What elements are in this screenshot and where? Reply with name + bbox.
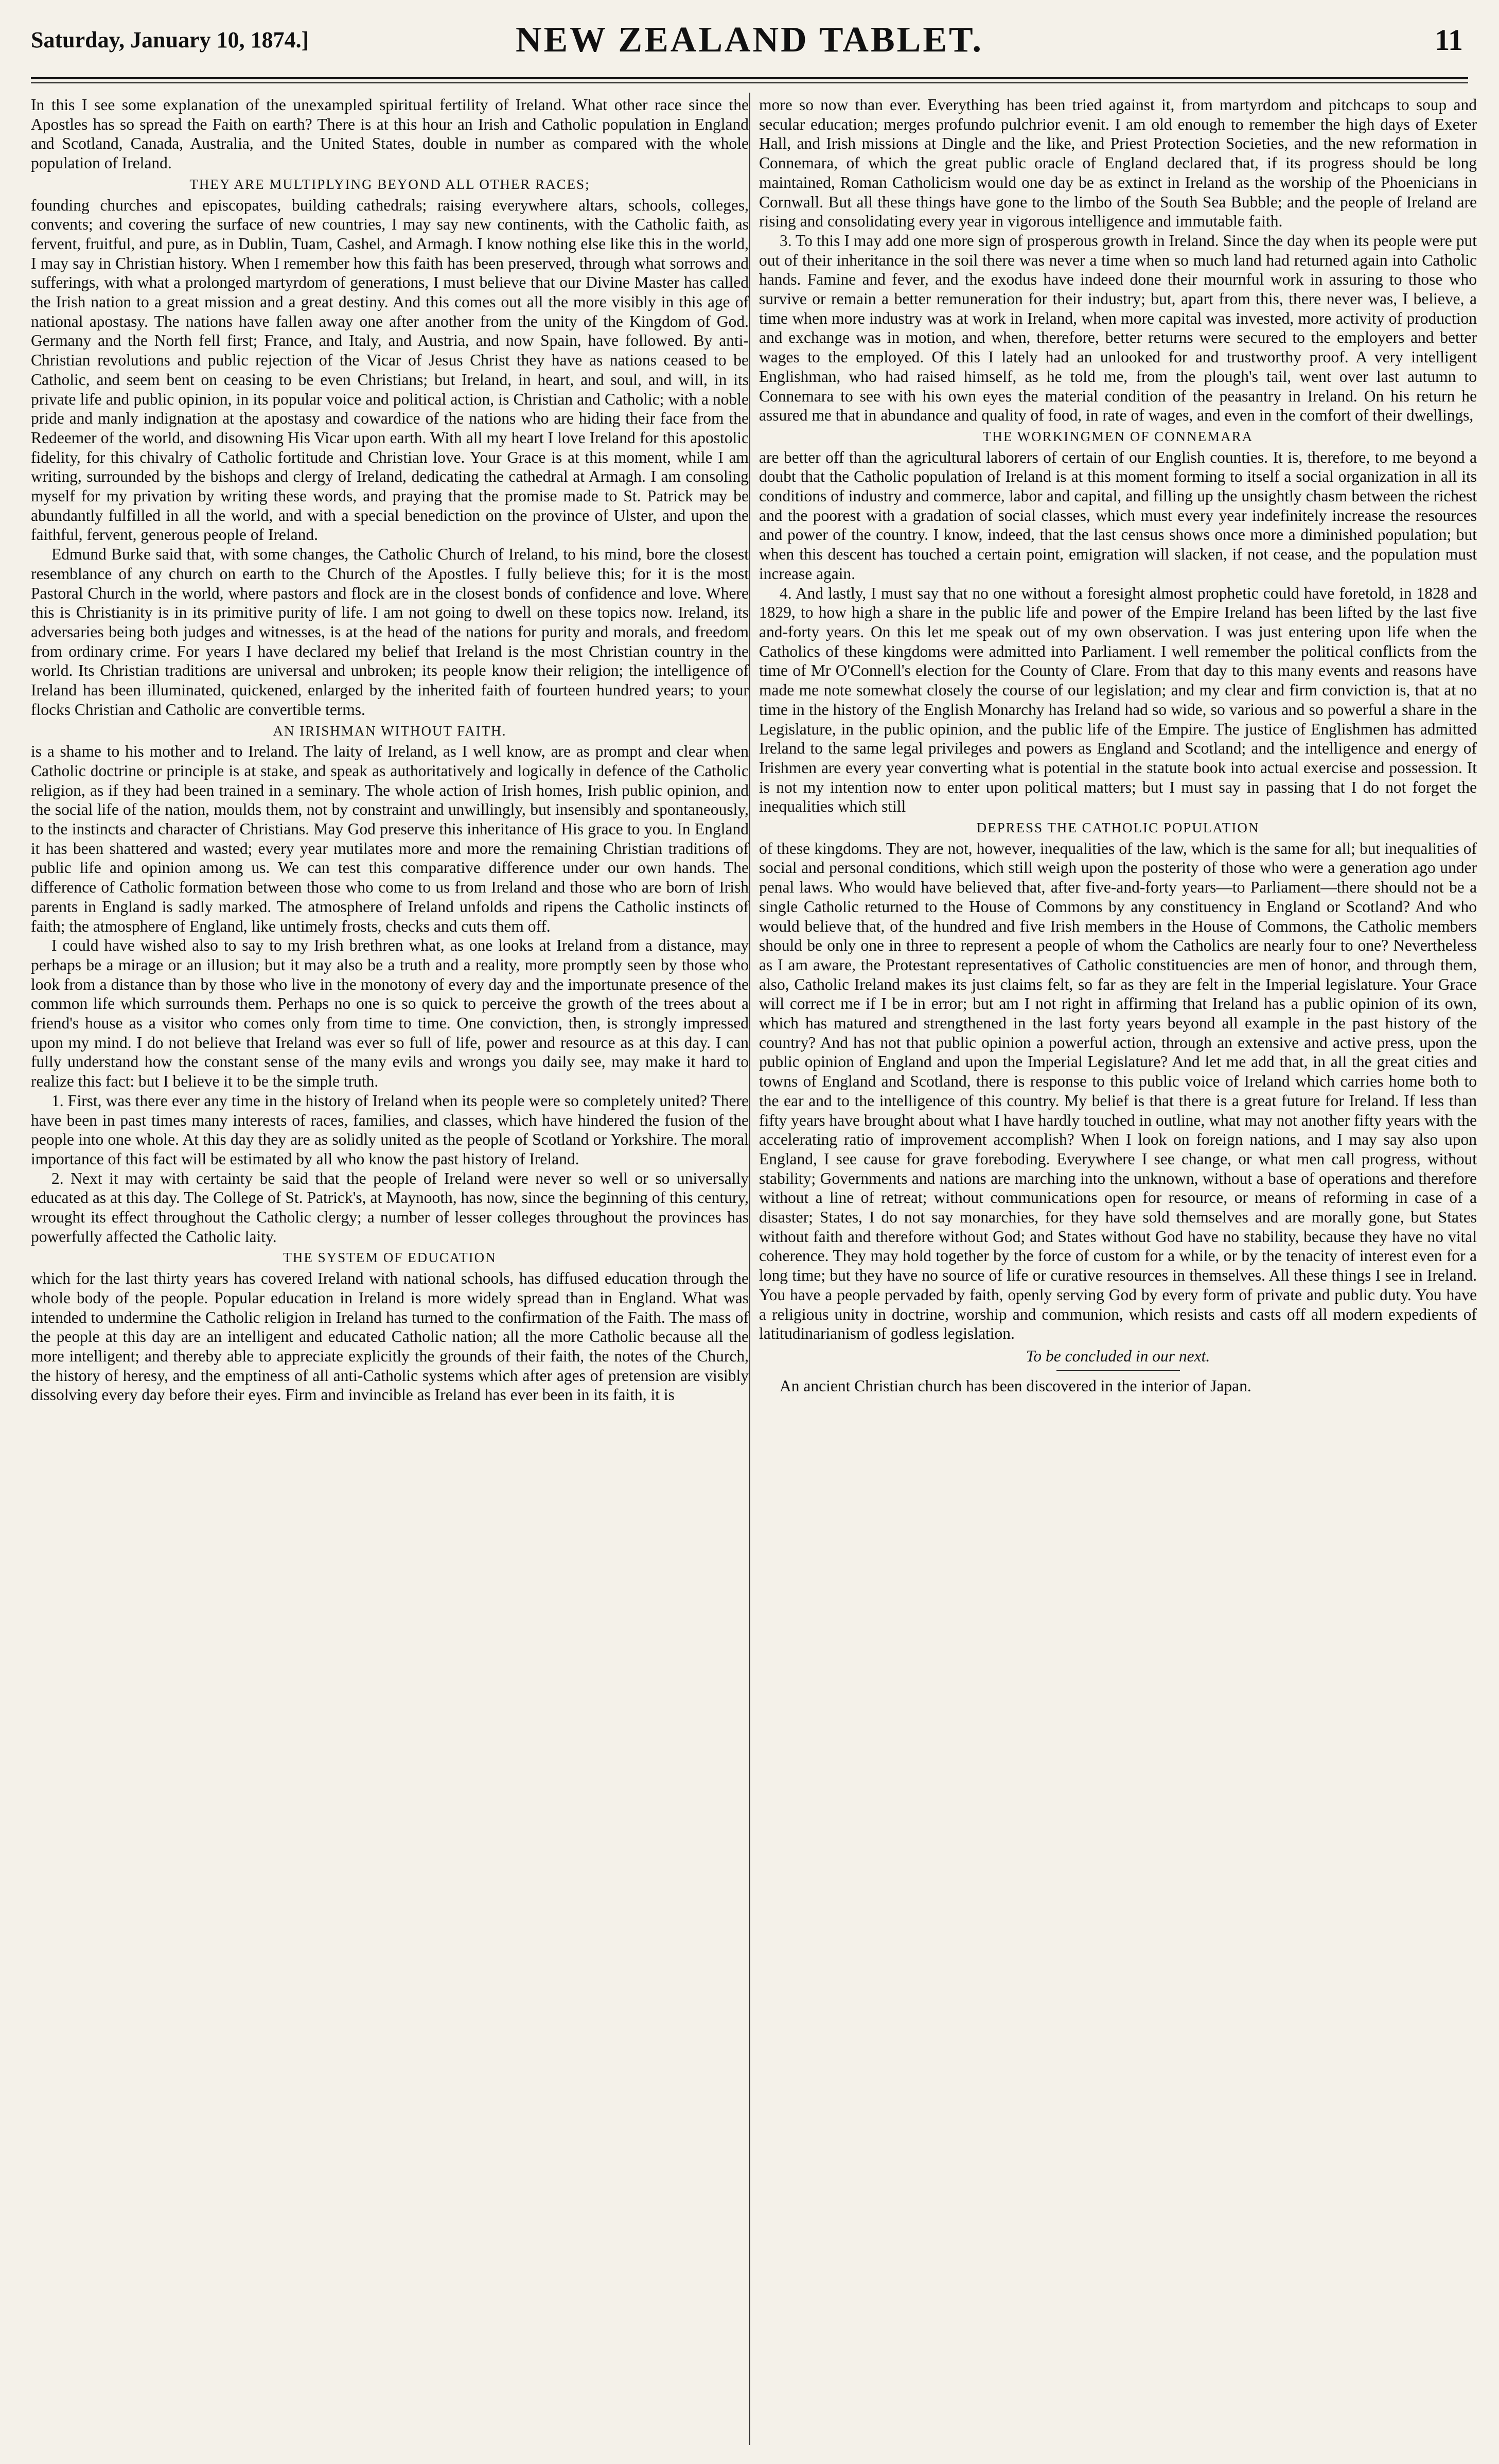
column-divider	[749, 93, 750, 2445]
section-heading: THE WORKINGMEN OF CONNEMARA	[982, 428, 1254, 444]
article-paragraph: founding churches and episcopates, building cathedrals; raising everywhere altars, schools, colleges, convents; and covering the surface of new countries, I may say new continents, with the Catholic faith, as fervent, fruitful, and pure, as in Dublin, Tuam, Cashel, and Armagh. I know nothing else like this in the world, I may say in Christian history. When I remember how this faith has been preserved, through what sorrows and sufferings, with what a prolonged martyrdom of generations, I must believe that our Divine Master has called the Irish nation to a great mission and a great destiny. And this comes out all the more visibly in this age of national apostasy. The nations have fallen away one after another from the unity of the Kingdom of God. Germany and the North fell first; France, and Italy, and Austria, and now Spain, have followed. By anti-Christian revolutions and public rejection of the Vicar of Jesus Christ they have as nations ceased to be Catholic, and seem bent on ceasing to be even Christians; but Ireland, in heart, and soul, and will, in its private life and public opinion, in its popular voice and political action, is Christian and Catholic; with a noble pride and manly indignation at the apostasy and cowardice of the nations who are hiding their face from the Redeemer of the world, and disowning His Vicar upon earth. With all my heart I love Ireland for this apostolic fidelity, for this chivalry of Catholic fortitude and Christian love. Your Grace is at this moment, while I am writing, surrounded by the bishops and clergy of Ireland, dedicating the cathedral at Armagh. I am consoling myself for my privation by writing these words, and praying that the promise made to St. Patrick may be abundantly fulfilled in all the world, and with a special benediction on the province of Ulster, and upon the faithful, fervent, generous people of Ireland.	[31, 196, 749, 544]
masthead	[31, 15, 1468, 77]
left-column	[31, 95, 749, 2442]
section-heading: THE SYSTEM OF EDUCATION	[283, 1250, 497, 1266]
article-paragraph: are better off than the agricultural laborers of certain of our English counties. It is, therefore, to me beyond a doubt that the Catholic population of Ireland is at this moment forming to itself a social organization in all its conditions of industry and commerce, labor and capital, and filling up the unsightly chasm between the richest and the poorest with a gradation of social classes, which must every year indefinitely increase the resources and power of the country. I know, indeed, that the last census shows once more a diminished population; but when this descent has touched a certain point, emigration will slacken, if not cease, and the population must increase again.	[759, 448, 1477, 583]
page-number: 11	[1435, 23, 1463, 57]
article-paragraph: 3. To this I may add one more sign of prosperous growth in Ireland. Since the day when its people were put out of their inheritance in the soil there was never a time when so much land had returned again into Catholic hands. Famine and fever, and the exodus have indeed done their mournful work in assuring to those who survive or remain a better remuneration for their industry; but, apart from this, there never was, I believe, a time when more industry was at work in Ireland, when more capital was invested, more activity of production and exchange was in motion, and when, therefore, better returns were secured to the employers and better wages to the employed. Of this I lately had an unlooked for and trustworthy proof. A very intelligent Englishman, who had raised himself, as he told me, from the plough's tail, went over last autumn to Connemara to see with his own eyes the material condition of the peasantry in Ireland. On his return he assured me that in abundance and quality of food, in rate of wages, and even in the comfort of their dwellings,	[759, 231, 1477, 425]
article-paragraph: Edmund Burke said that, with some changes, the Catholic Church of Ireland, to his mind, bore the closest resemblance of any church on earth to the Church of the Apostles. I fully believe this; for it is the most Pastoral Church in the world, where pastors and flock are in the closest bonds of confidence and love. Where this is Christianity is in its primitive purity of life. I am not going to dwell on these topics now. Ireland, its adversaries being both judges and witnesses, is at the head of the nations for purity and morals, and freedom from ordinary crime. For years I have declared my belief that Ireland is the most Christian country in the world. Its Christian traditions are universal and unbroken; its people know their religion; the intelligence of Ireland has been illuminated, quickened, enlarged by the inherited faith of fourteen hundred years; to your flocks Christian and Catholic are convertible terms.	[31, 545, 749, 719]
article-paragraph: In this I see some explanation of the unexampled spiritual fertility of Ireland. What other race since the Apostles has so spread the Faith on earth? There is at this hour an Irish and Catholic population in England and Scotland, Canada, Australia, and the United States, double in number as compared with the whole population of Ireland.	[31, 96, 749, 172]
right-column	[759, 95, 1477, 2442]
section-heading: DEPRESS THE CATHOLIC POPULATION	[976, 820, 1260, 836]
article-paragraph: of these kingdoms. They are not, however, inequalities of the law, which is the same for all; but inequalities of social and personal conditions, which still weigh upon the posterity of those who were a generation ago under penal laws. Who would have believed that, after five-and-forty years—to Parliament—there should not be a single Catholic returned to the House of Commons by any constituency in England or Scotland? And who would believe that, of the hundred and five Irish members in the House of Commons, the Catholic members should be only one in three to represent a people of whom the Catholics are nearly four to one? Nevertheless as I am aware, the Protestant representatives of Catholic constituencies are men of honor, and through them, also, Catholic Ireland makes its just claims felt, so far as they are felt in the Imperial legislature. Your Grace will correct me if I be in error; but am I not right in affirming that Ireland has a public opinion of its own, which has matured and strengthened in the last forty years beyond all example in the past history of the country? And has not that public opinion a powerful action, through an extensive and active press, upon the public opinion of England and upon the Imperial Legislature? And let me add that, in all the great cities and towns of England and Scotland, there is response to this public voice of Ireland which carries home both to the ear and to the intelligence of this country. My belief is that there is a great future for Ireland. If less than fifty years have brought about what I have hardly touched in outline, what may not another fifty years with the accelerating ratio of improvement accomplish? When I look on foreign nations, and I may say also upon England, I see cause for grave foreboding. Everywhere I see change, or what men call progress, without stability; Governments and nations are marching into the unknown, without a base of operations and therefore without a line of retreat; without communications open for resource, or means of reforming in case of a disaster; States, I do not say monarchies, for they have sold themselves and are morally gone, but States without faith and therefore without God; and States without God have no stability, because they have no vital coherence. They may hold together by the force of custom for a while, or by the tenacity of interest even for a long time; but they have no source of life or curative resources in themselves. All these things I see in Ireland. You have a people pervaded by faith, openly serving God by every form of private and public duty. You have a religious unity in doctrine, worship and communion, which resists and casts off all modern expedients of latitudinarianism of godless legislation.	[759, 839, 1477, 1343]
section-heading: THEY ARE MULTIPLYING BEYOND ALL OTHER RACES;	[189, 176, 590, 192]
article-paragraph: more so now than ever. Everything has been tried against it, from martyrdom and pitchcaps to soup and secular education; merges profundo pulchrior evenit. I am old enough to remember the high days of Exeter Hall, and Irish missions at Dingle and the like, and Priest Protection Societies, and the new reformation in Connemara, of which the great public oracle of England declared that, if its progress should be long maintained, Roman Catholicism would one day be as extinct in Ireland as the worship of the Phoenicians in Cornwall. But all these things have gone to the limbo of the South Sea Bubble; and the people of Ireland are rising and consolidating every year in vigorous intelligence and immutable faith.	[759, 96, 1477, 231]
masthead-rule	[31, 77, 1468, 79]
article-paragraph: is a shame to his mother and to Ireland. The laity of Ireland, as I well know, are as prompt and clear when Catholic doctrine or principle is at stake, and speak as authoritatively and logically in defence of the Catholic religion, as if they had been trained in a seminary. The whole action of Irish homes, Irish public opinion, and the social life of the nation, moulds them, not by constraint and unwillingly, but insensibly and spontaneously, to the instincts and character of Christians. May God preserve this inheritance of His grace to you. In England it has been shattered and wasted; every year mutilates more and more the remaining Christian traditions of public life and opinion among us. We can test this comparative difference under our own hands. The difference of Catholic formation between those who come to us from Ireland and those who are born of Irish parents in England is sadly marked. The atmosphere of Ireland unfolds and ripens the Catholic instincts of faith; the atmosphere of England, like untimely frosts, checks and cuts them off.	[31, 742, 749, 935]
article-paragraph: 1. First, was there ever any time in the history of Ireland when its people were so completely united? There have been in past times many interests of races, families, and classes, which have hindered the fusion of the people into one whole. At this day they are as solidly united as the people of Scotland or Yorkshire. The moral importance of this fact will be estimated by all who know the past history of Ireland.	[31, 1091, 749, 1168]
article-paragraph: which for the last thirty years has covered Ireland with national schools, has diffused education through the whole body of the people. Popular education in Ireland is more widely spread than in England. What was intended to undermine the Catholic religion in Ireland has turned to the confirmation of the Faith. The mass of the people at this day are an intelligent and educated Catholic nation; all the more Catholic because all the more intelligent; and thereby able to appreciate explicitly the grounds of their faith, the notes of the Church, the history of heresy, and the emptiness of all anti-Catholic systems which after ages of pretension are visibly dissolving every day before their eyes. Firm and invincible as Ireland has ever been in its faith, it is	[31, 1269, 749, 1404]
masthead-rule-thin	[31, 82, 1468, 83]
section-heading: AN IRISHMAN WITHOUT FAITH.	[273, 723, 507, 739]
issue-date: Saturday, January 10, 1874.]	[31, 27, 309, 53]
article-paragraph: 4. And lastly, I must say that no one without a foresight almost prophetic could have foretold, in 1828 and 1829, to how high a share in the public life and power of the Empire Ireland has been lifted by the last five and-forty years. On this let me speak out of my own observation. I was just entering upon life when the Catholics of these kingdoms were admitted into Parliament. I well remember the political conflicts from the time of Mr O'Connell's election for the County of Clare. From that day to this many events and reasons have made me note somewhat closely the course of our legislation; and my clear and firm conviction is, that at no time in the history of the English Monarchy has Ireland had so wide, so various and so powerful a share in the Legislature, in the public opinion, and the public life of the Empire. The justice of Englishmen has admitted Ireland to the same legal privileges and powers as England and Scotland; and the intelligence and energy of Irishmen are every year converting what is potential in the statute book into actual exercise and possession. It is not my intention now to enter upon political matters; but I must say in passing that I do not forget the inequalities which still	[759, 584, 1477, 816]
news-item: An ancient Christian church has been discovered in the interior of Japan.	[780, 1376, 1251, 1395]
article-paragraph: 2. Next it may with certainty be said that the people of Ireland were never so well or so universally educated as at this day. The College of St. Patrick's, at Maynooth, has now, since the beginning of this century, wrought its effect throughout the Catholic clergy; a number of lesser colleges throughout the provinces has powerfully affected the Catholic laity.	[31, 1169, 749, 1246]
article-paragraph: I could have wished also to say to my Irish brethren what, as one looks at Ireland from a distance, may perhaps be a mirage or an illusion; but it may also be a truth and a reality, more promptly seen by those who look from a distance than by those who live in the monotony of every day and the importunate presence of the common life which surrounds them. Perhaps no one is so quick to perceive the growth of the trees about a friend's house as a visitor who comes only from time to time. One conviction, then, is strongly impressed upon my mind. I do not believe that Ireland was ever so full of life, power and resource as at this day. I can fully understand how the constant sense of the many evils and wrongs you daily see, may make it hard to realize this fact: but I believe it to be the simple truth.	[31, 936, 749, 1091]
article-separator	[1056, 1370, 1180, 1371]
to-be-concluded-note: To be concluded in our next.	[1026, 1347, 1210, 1365]
newspaper-title: NEW ZEALAND TABLET.	[515, 20, 984, 60]
